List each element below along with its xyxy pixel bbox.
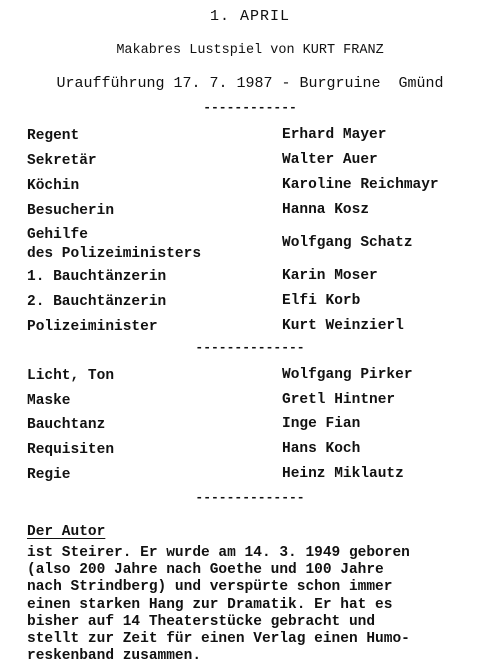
cast-actor: Hanna Kosz <box>282 202 370 218</box>
author-text-line: ist Steirer. Er wurde am 14. 3. 1949 geboren <box>27 545 410 561</box>
cast-role: Polizeiminister <box>27 319 158 335</box>
author-heading: Der Autor <box>27 524 106 540</box>
cast-role: Regent <box>27 128 80 144</box>
author-text-line: bisher auf 14 Theaterstücke gebracht und <box>27 613 376 630</box>
play-subtitle: Makabres Lustspiel von KURT FRANZ <box>116 43 384 58</box>
crew-role: Licht, Ton <box>27 368 115 384</box>
crew-name: Inge Fian <box>282 416 361 432</box>
cast-role: Sekretär <box>27 153 97 169</box>
crew-name: Wolfgang Pirker <box>282 367 413 383</box>
author-text-line: einen starken Hang zur Dramatik. Er hat es <box>27 596 393 613</box>
crew-role: Maske <box>27 393 71 409</box>
author-text-line: stellt zur Zeit für einen Verlag einen Humo- <box>27 631 410 648</box>
author-text-line: (also 200 Jahre nach Goethe und 100 Jahre <box>27 562 384 579</box>
cast-actor: Karin Moser <box>282 268 378 284</box>
cast-actor: Kurt Weinzierl <box>282 318 404 334</box>
crew-role: Regie <box>27 467 71 483</box>
cast-role: 1. Bauchtänzerin <box>27 269 167 285</box>
divider-top: ------------ <box>203 100 297 115</box>
cast-actor: Walter Auer <box>282 152 378 168</box>
cast-actor: Karoline Reichmayr <box>282 177 439 193</box>
cast-role: Gehilfe des Polizeiministers <box>27 227 202 262</box>
crew-name: Hans Koch <box>282 441 361 457</box>
crew-name: Gretl Hintner <box>282 392 396 408</box>
author-text-line: reskenband zusammen. <box>27 648 202 665</box>
author-paragraph <box>27 545 497 665</box>
cast-actor: Wolfgang Schatz <box>282 235 413 251</box>
cast-role: 2. Bauchtänzerin <box>27 294 167 310</box>
cast-actor: Erhard Mayer <box>282 127 387 143</box>
divider-middle: -------------- <box>195 340 305 355</box>
cast-role: Besucherin <box>27 203 115 219</box>
crew-name: Heinz Miklautz <box>282 466 404 482</box>
crew-role: Requisiten <box>27 442 115 458</box>
divider-bottom: -------------- <box>195 490 305 505</box>
cast-role: Köchin <box>27 178 80 194</box>
premiere-line: Uraufführung 17. 7. 1987 - Burgruine Gmünd <box>56 75 444 92</box>
crew-role: Bauchtanz <box>27 417 106 433</box>
author-text-line: nach Strindberg) und verspürte schon immer <box>27 579 393 596</box>
cast-actor: Elfi Korb <box>282 293 361 309</box>
play-title: 1. APRIL <box>209 8 290 25</box>
